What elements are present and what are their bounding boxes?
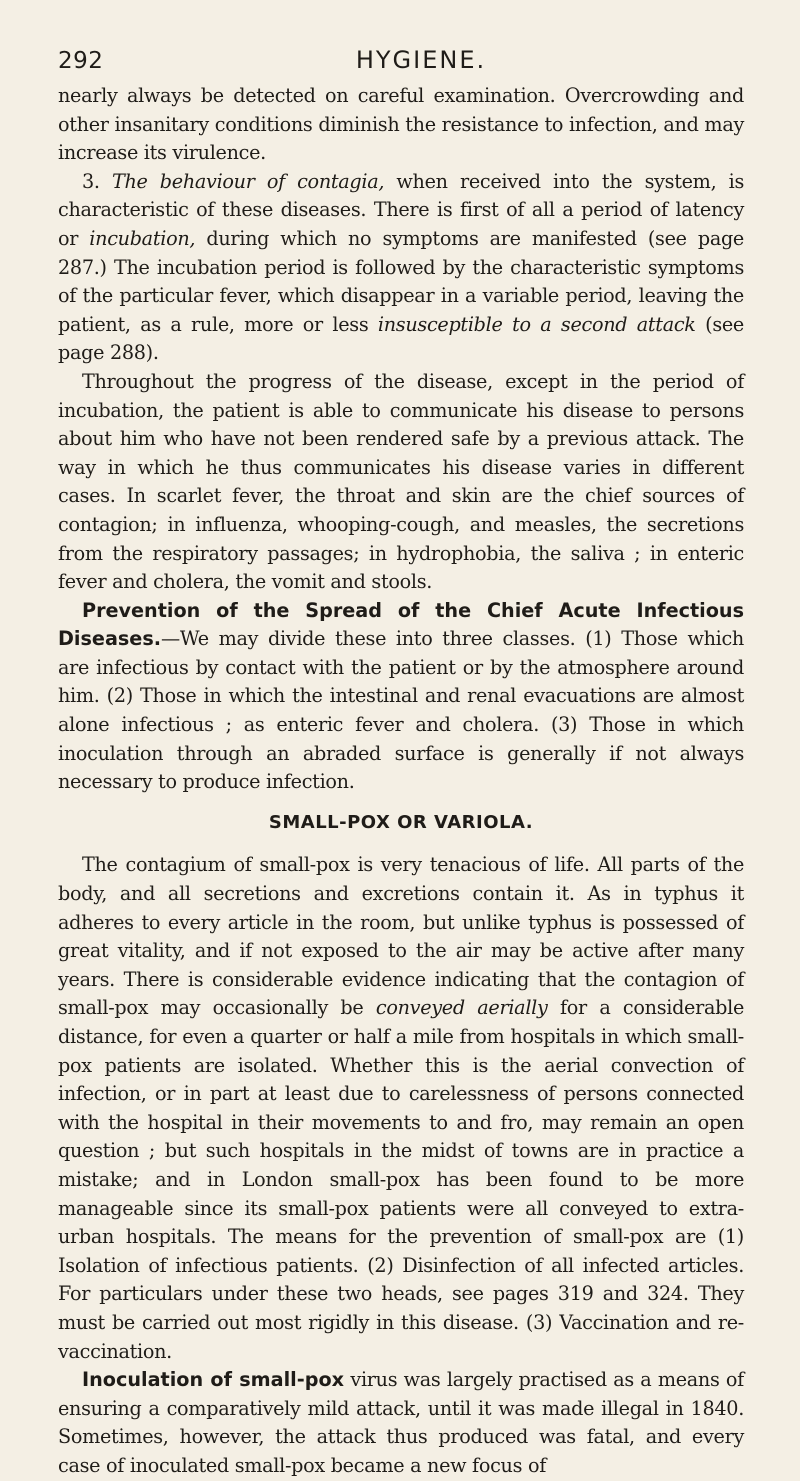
paragraph-continuation: nearly always be detected on careful examination. Overcrowding and other insanitary conditions diminish the resistance to infection, and may increase its virulence. <box>58 84 744 165</box>
run-in-heading: Prevention of the Spread of the Chief Acute Infectious Diseases. <box>58 598 744 651</box>
paragraph-number: 3. <box>82 169 112 193</box>
paragraph-small-pox <box>58 851 744 1366</box>
paragraph-text: when received into the system, is characteristic of these diseases. There is first of all a period of latency or <box>58 169 744 250</box>
paragraph-text: (see page 288). <box>58 312 744 365</box>
paragraph-inoculation <box>58 1366 744 1480</box>
paragraph-prevention <box>58 597 744 797</box>
italic-phrase: insusceptible to a second attack <box>377 312 696 336</box>
paragraph-text: for a considerable distance, for even a quarter or half a mile from hospitals in which small-pox patients are isolated. Whether this is the aerial convection of infection, or in part at least due to carelessness of persons connected with the hospital in their movements to and fro, may remain an open question ; but such hospitals in the midst of towns are in practice a mistake; and in London small-pox has been found to be more manageable since its small-pox patients were all conveyed to extra-urban hospitals. The means for the prevention of small-pox are (1) Isolation of infectious patients. (2) Disinfection of all infected articles. For particulars under these two heads, see pages 319 and 324. They must be carried out most rigidly in this disease. (3) Vaccination and re-vaccination. <box>58 996 744 1363</box>
italic-phrase: conveyed aerially <box>375 996 548 1020</box>
section-heading: SMALL-POX OR VARIOLA. <box>268 811 534 833</box>
paragraph-communication: Throughout the progress of the disease, except in the period of incubation, the patient is able to communicate his disease to persons about him who have not been rendered safe by a previous attack. The way in which he thus communicates his disease varies in different cases. In scarlet fever, the throat and skin are the chief sources of contagion; in influenza, whooping-cough, and measles, the secretions from the respiratory passages; in hydrophobia, the saliva ; in enteric fever and cholera, the vomit and stools. <box>58 369 744 594</box>
paragraph-behaviour-of-contagia <box>58 168 744 368</box>
running-head <box>58 42 744 82</box>
run-in-heading: Inoculation of small-pox <box>82 1368 344 1392</box>
paragraph-text: virus was largely practised as a means of ensuring a comparatively mild attack, until it was made illegal in 1840. Sometimes, however, the attack thus produced was fatal, and every case of inoculated small-pox became a new focus of <box>58 1368 744 1477</box>
body-text <box>58 82 744 1481</box>
paragraph-text: The contagium of small-pox is very tenacious of life. All parts of the body, and all secretions and excretions contain it. As in typhus it adheres to every article in the room, but unlike typhus is possessed of great vitality, and if not exposed to the air may be active after many years. There is considerable evidence indicating that the contagion of small-pox may occasionally be <box>58 853 744 1020</box>
italic-phrase: The behaviour of contagia, <box>111 169 385 193</box>
page-number: 292 <box>58 48 104 74</box>
running-title: HYGIENE. <box>355 46 487 74</box>
paragraph-text: during which no symptoms are manifested (see page 287.) The incubation period is followed by the characteristic symptoms of the particular fever, which disappear in a variable period, leaving the patient, as a rule, more or less <box>58 226 744 336</box>
italic-phrase: incubation, <box>89 226 196 250</box>
paragraph-text: —We may divide these into three classes. (1) Those which are infectious by contact with the patient or by the atmosphere around him. (2) Those in which the intestinal and renal evacuations are almost alone infectious ; as enteric fever and cholera. (3) Those in which inoculation through an abraded surface is generally if not always necessary to produce infection. <box>58 627 744 794</box>
